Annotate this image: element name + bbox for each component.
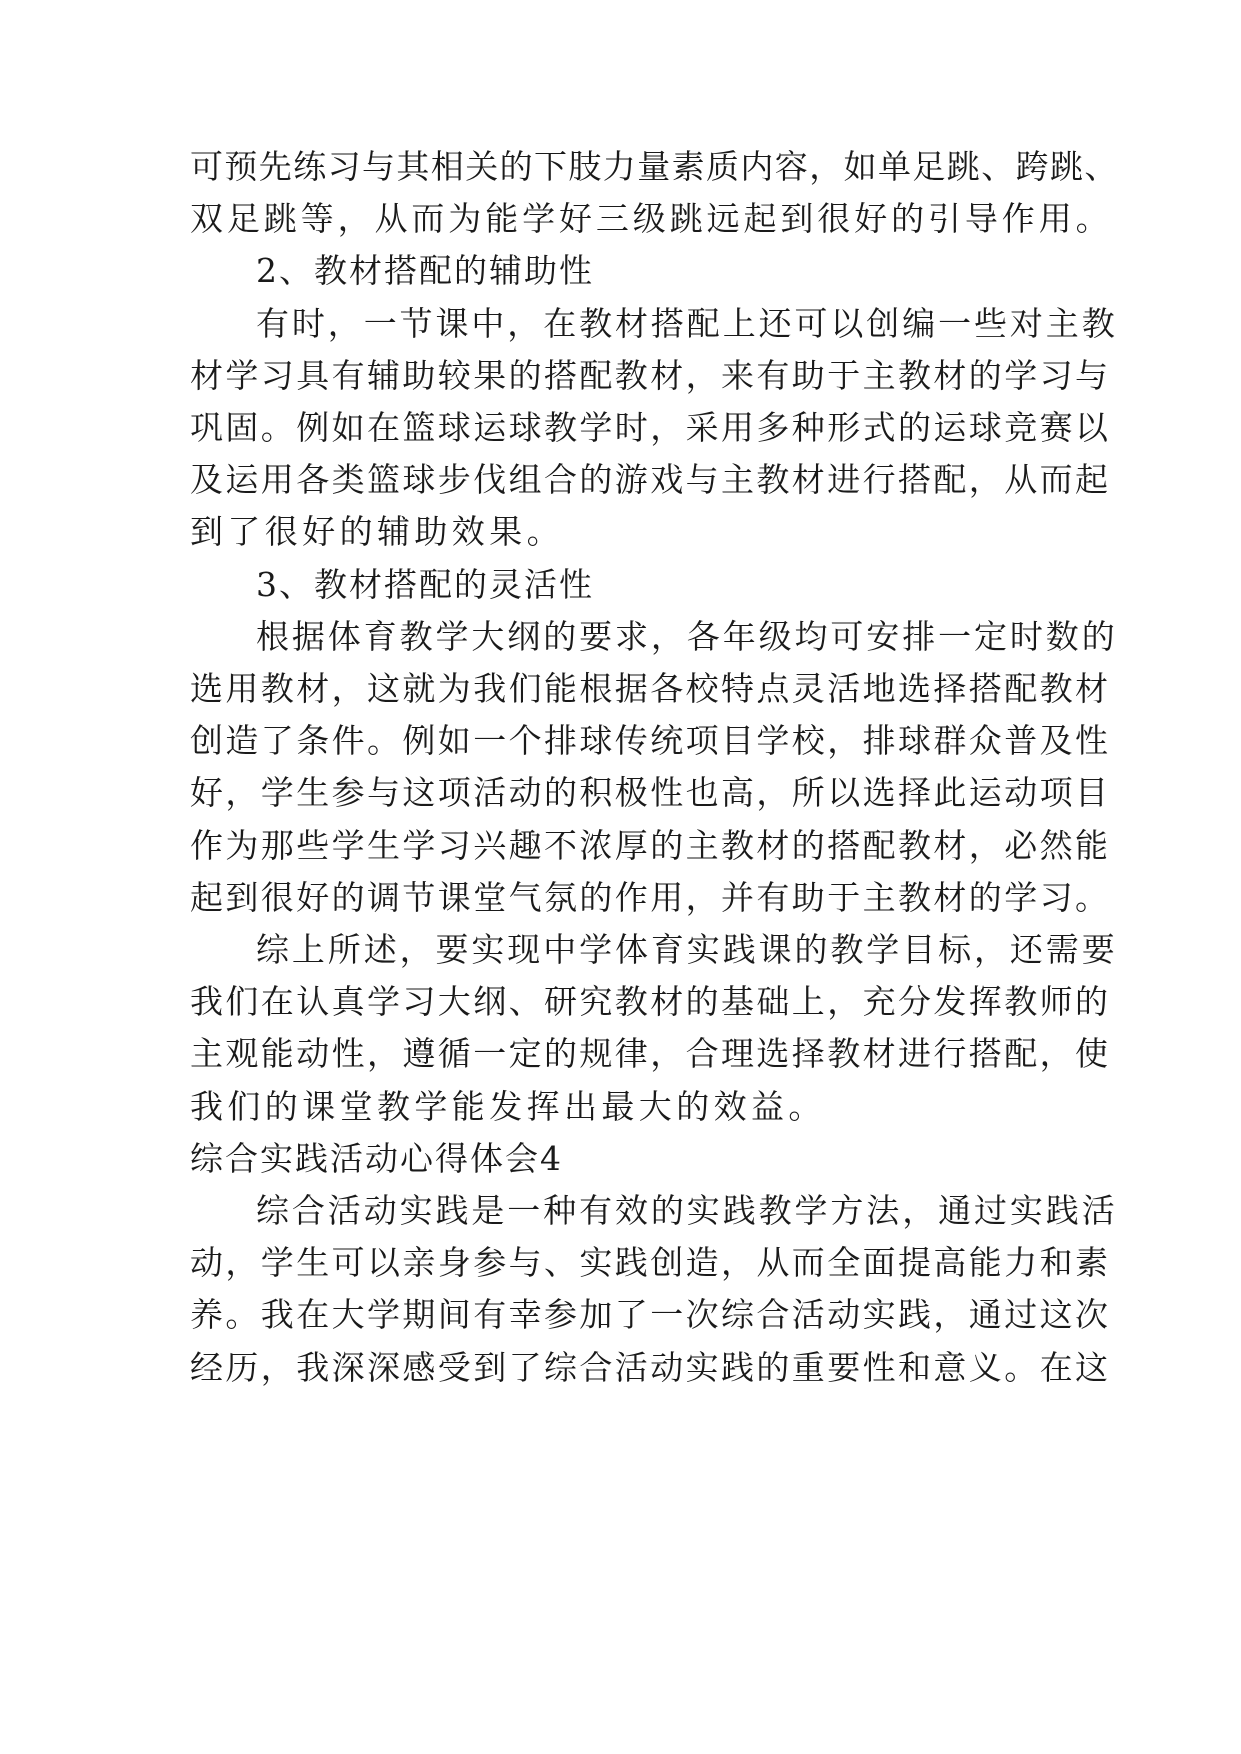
paragraph-line: 作为那些学生学习兴趣不浓厚的主教材的搭配教材，必然能	[190, 826, 1111, 865]
paragraph-line: 创造了条件。例如一个排球传统项目学校，排球群众普及性	[190, 721, 1111, 760]
paragraph-line: 我们在认真学习大纲、研究教材的基础上，充分发挥教师的	[190, 982, 1111, 1021]
paragraph-line: 到了很好的辅助效果。	[190, 512, 564, 551]
paragraph-line: 综合活动实践是一种有效的实践教学方法，通过实践活	[256, 1191, 1118, 1230]
paragraph-line: 及运用各类篮球步伐组合的游戏与主教材进行搭配，从而起	[190, 460, 1111, 499]
paragraph-line: 双足跳等，从而为能学好三级跳远起到很好的引导作用。	[190, 199, 1113, 238]
paragraph-line: 根据体育教学大纲的要求，各年级均可安排一定时数的	[256, 617, 1118, 656]
paragraph-line: 综上所述，要实现中学体育实践课的教学目标，还需要	[256, 930, 1118, 969]
paragraph-line: 经历，我深深感受到了综合活动实践的重要性和意义。在这	[190, 1348, 1111, 1387]
paragraph-line: 我们的课堂教学能发挥出最大的效益。	[190, 1087, 826, 1126]
paragraph-line: 巩固。例如在篮球运球教学时，采用多种形式的运球竞赛以	[190, 408, 1111, 447]
article-title: 综合实践活动心得体会4	[190, 1139, 563, 1178]
paragraph-line: 主观能动性，遵循一定的规律，合理选择教材进行搭配，使	[190, 1034, 1111, 1073]
paragraph-line: 选用教材，这就为我们能根据各校特点灵活地选择搭配教材	[190, 669, 1111, 708]
paragraph-line: 起到很好的调节课堂气氛的作用，并有助于主教材的学习。	[190, 878, 1111, 917]
paragraph-line: 有时，一节课中，在教材搭配上还可以创编一些对主教	[256, 304, 1118, 343]
paragraph-line: 可预先练习与其相关的下肢力量素质内容，如单足跳、跨跳、	[190, 147, 1119, 186]
paragraph-line: 好，学生参与这项活动的积极性也高，所以选择此运动项目	[190, 773, 1111, 812]
section-heading: 2、教材搭配的辅助性	[256, 251, 594, 290]
paragraph-line: 养。我在大学期间有幸参加了一次综合活动实践，通过这次	[190, 1295, 1111, 1334]
section-heading: 3、教材搭配的灵活性	[256, 565, 594, 604]
paragraph-line: 材学习具有辅助较果的搭配教材，来有助于主教材的学习与	[190, 356, 1111, 395]
paragraph-line: 动，学生可以亲身参与、实践创造，从而全面提高能力和素	[190, 1243, 1111, 1282]
